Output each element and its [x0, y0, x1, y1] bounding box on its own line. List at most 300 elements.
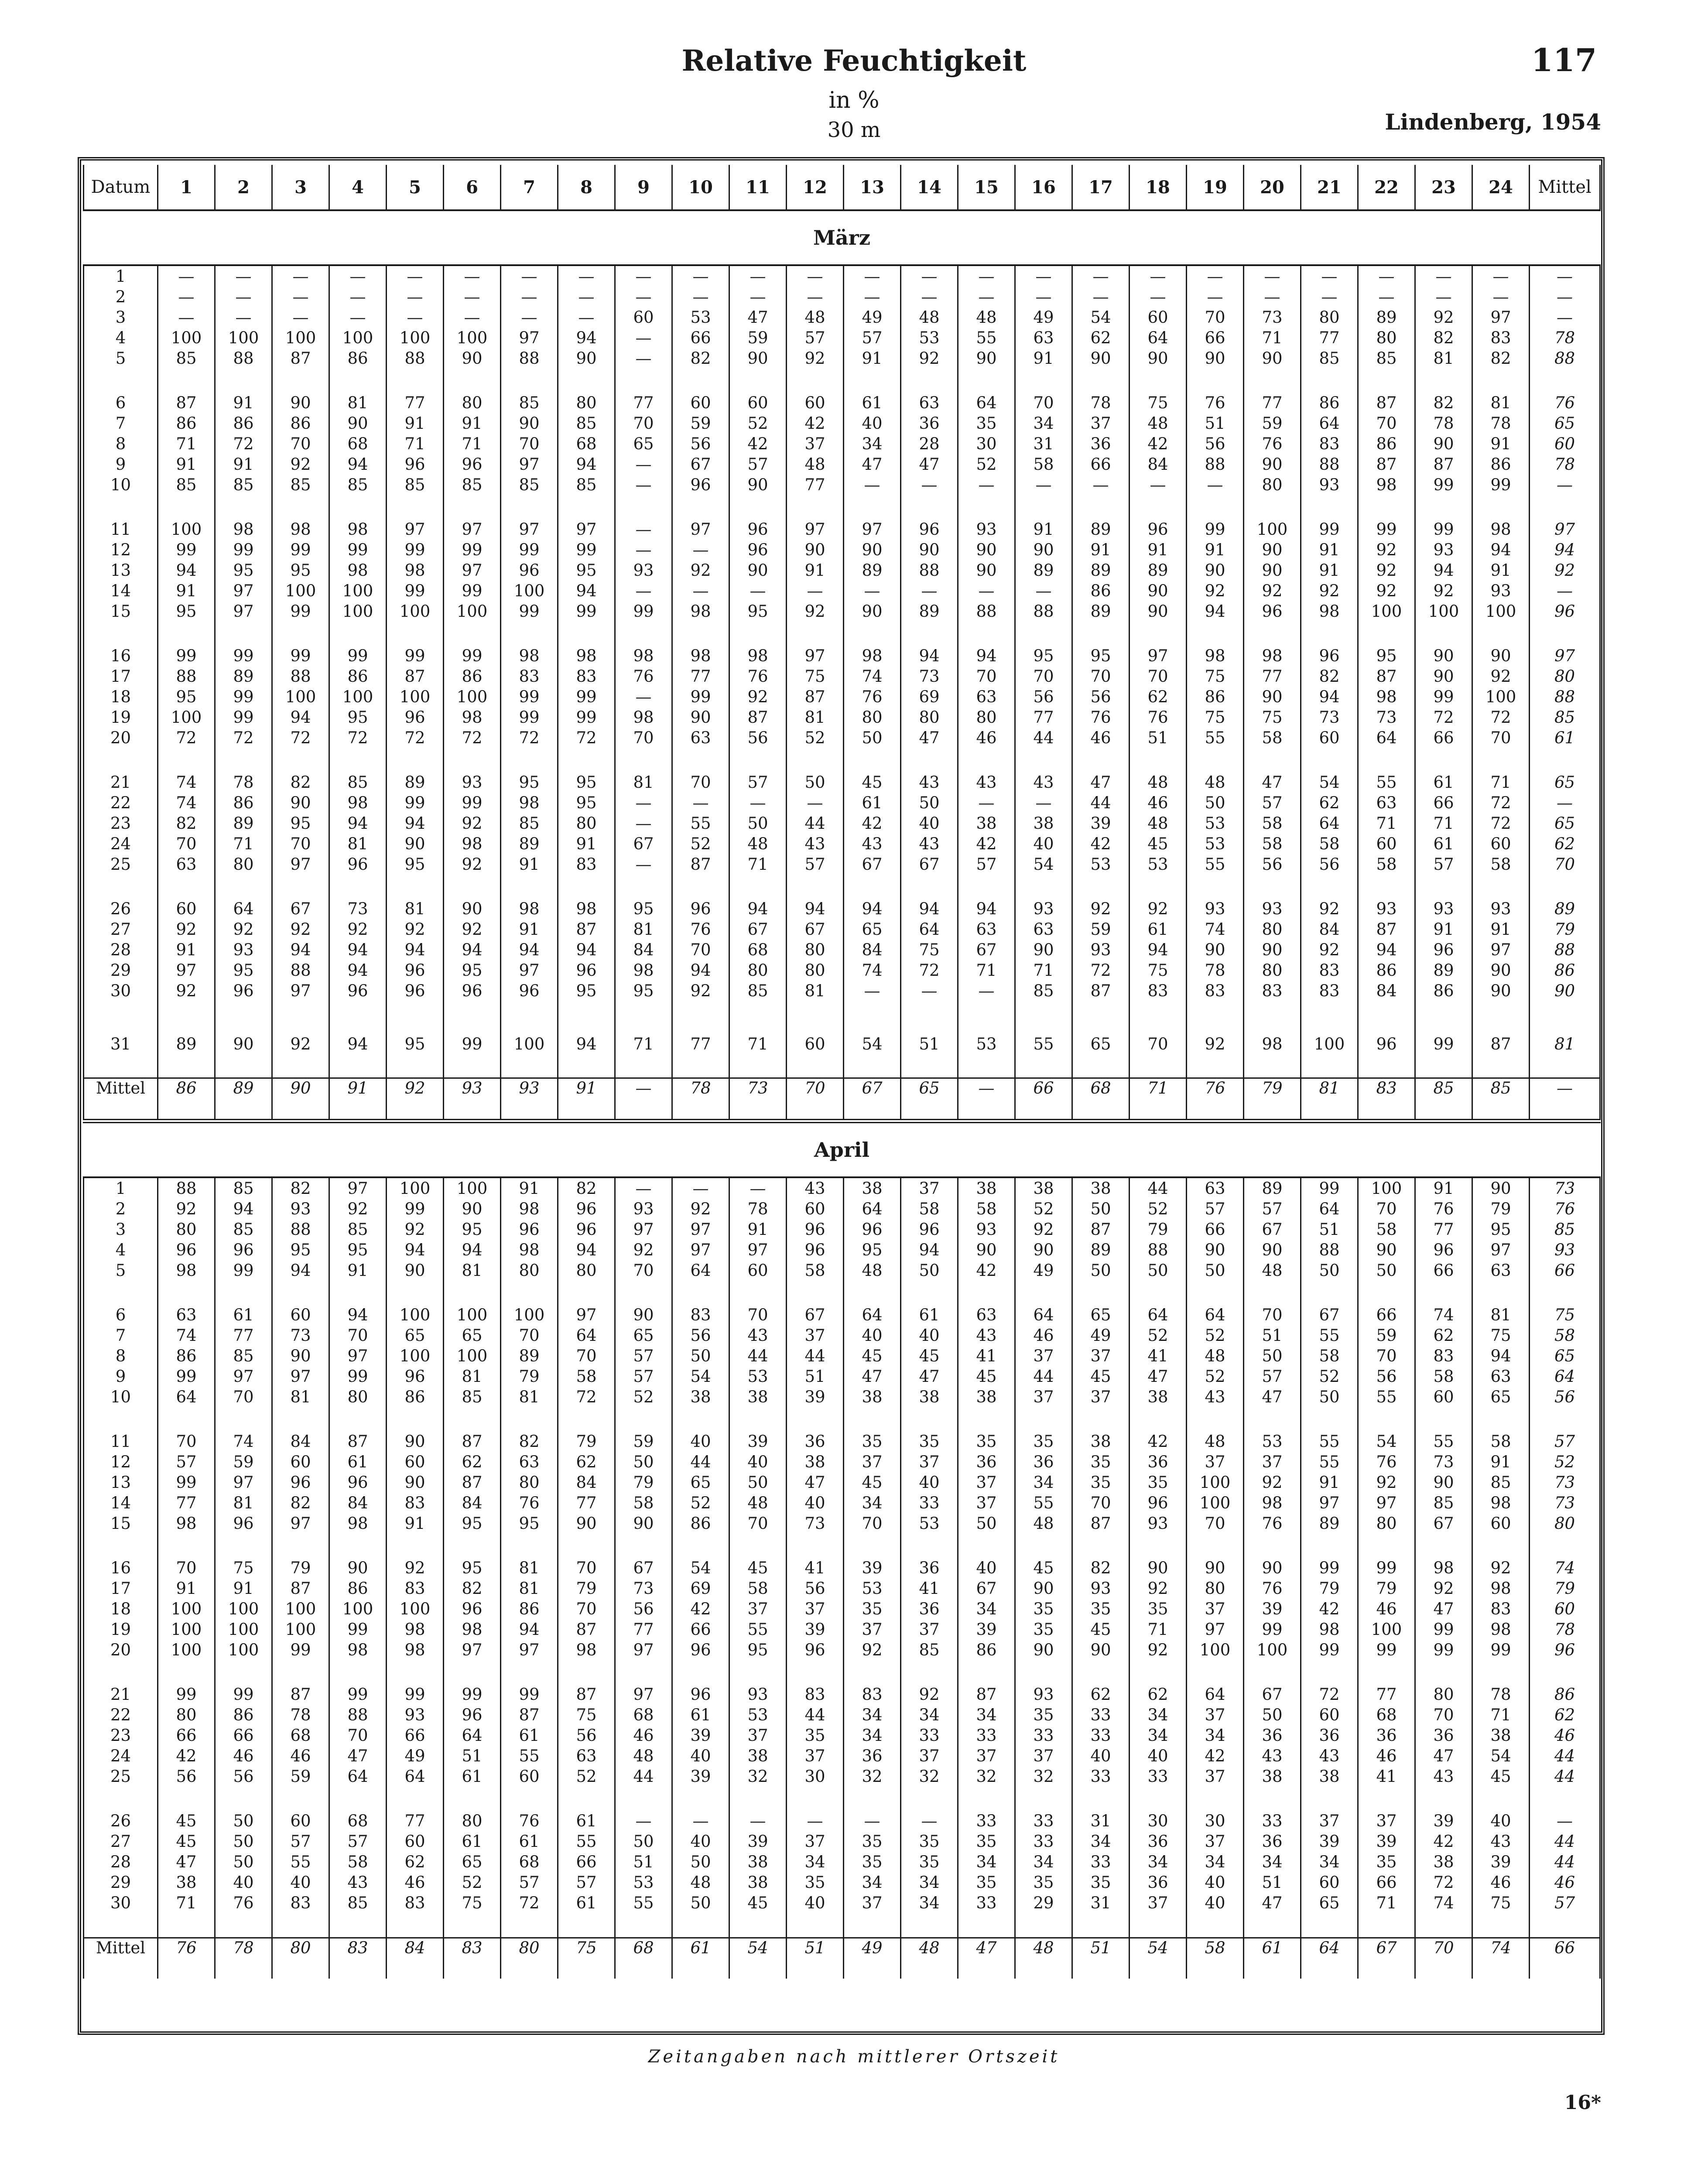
mean-value: 73 [729, 1078, 787, 1121]
humidity-value: 64 [976, 393, 997, 412]
humidity-value: 72 [519, 728, 540, 747]
humidity-value: 88 [404, 349, 425, 368]
mean-value: 66 [1530, 1938, 1600, 1979]
humidity-value: 39 [690, 1767, 711, 1786]
hourly-cell [901, 1431, 958, 1558]
humidity-value: 89 [1554, 899, 1575, 918]
humidity-value: 98 [347, 561, 368, 580]
humidity-value: 95 [290, 814, 311, 833]
monthly-mean-row [84, 1938, 1600, 1979]
humidity-value: 94 [919, 646, 940, 665]
humidity-value: 90 [576, 1514, 597, 1533]
hourly-cell [501, 265, 558, 393]
humidity-value: 57 [633, 1367, 654, 1386]
humidity-value: 92 [1490, 667, 1511, 686]
humidity-value: 67 [976, 1579, 997, 1598]
humidity-value: 37 [919, 1179, 940, 1198]
humidity-value: 40 [690, 1747, 711, 1765]
humidity-value: 68 [347, 434, 368, 453]
humidity-value: 45 [747, 1559, 768, 1577]
humidity-value: 79 [576, 1432, 597, 1451]
humidity-value: 43 [804, 1179, 825, 1198]
humidity-value: 65 [1554, 414, 1575, 433]
humidity-value: 89 [519, 834, 540, 853]
humidity-value: 83 [1433, 1347, 1454, 1365]
humidity-value: — [1264, 267, 1280, 286]
humidity-value: 64 [233, 899, 254, 918]
humidity-value: 84 [462, 1494, 483, 1512]
mean-value: 47 [958, 1938, 1015, 1979]
hourly-cell [215, 519, 272, 646]
humidity-value: 96 [404, 981, 425, 1000]
humidity-value: 88 [347, 1706, 368, 1724]
hourly-cell [329, 265, 387, 393]
humidity-value: 100 [228, 328, 259, 347]
humidity-value: 67 [1319, 1306, 1340, 1324]
humidity-value: 60 [404, 1453, 425, 1471]
hourly-cell [672, 772, 729, 899]
hourly-cell [558, 1177, 615, 1305]
humidity-value: 85 [576, 414, 597, 433]
humidity-value: 90 [1490, 961, 1511, 980]
hourly-cell [387, 1305, 444, 1431]
humidity-value: 70 [862, 1514, 883, 1533]
day-number: 5 [115, 1261, 126, 1280]
hourly-cell [844, 1431, 901, 1558]
humidity-value: 90 [1490, 646, 1511, 665]
hourly-cell [158, 1558, 215, 1684]
humidity-value: 33 [976, 1726, 997, 1745]
humidity-value: 58 [1262, 814, 1283, 833]
humidity-value: 35 [862, 1600, 883, 1618]
humidity-value: 46 [290, 1747, 311, 1765]
humidity-value: 62 [462, 1453, 483, 1471]
humidity-value: 35 [862, 1853, 883, 1871]
humidity-value: 58 [1490, 855, 1511, 874]
humidity-value: 35 [1033, 1432, 1054, 1451]
humidity-value: 100 [171, 708, 202, 727]
humidity-value: 88 [1319, 455, 1340, 474]
humidity-value: 49 [862, 308, 883, 327]
humidity-value: — [635, 793, 652, 812]
station-year: Lindenberg, 1954 [1385, 109, 1601, 135]
humidity-value: 32 [862, 1767, 883, 1786]
humidity-value: 73 [347, 899, 368, 918]
humidity-value: 95 [462, 961, 483, 980]
humidity-value: 66 [690, 328, 711, 347]
humidity-value: 91 [176, 581, 197, 600]
humidity-value: — [407, 308, 423, 327]
humidity-value: 96 [1319, 646, 1340, 665]
hourly-cell [158, 519, 215, 646]
humidity-value: 85 [233, 1220, 254, 1239]
humidity-value: 89 [1033, 561, 1054, 580]
hourly-cell [1415, 772, 1472, 899]
humidity-value: 37 [919, 1453, 940, 1471]
humidity-value: 83 [519, 667, 540, 686]
humidity-value: 85 [176, 475, 197, 494]
humidity-value: 61 [519, 1832, 540, 1851]
humidity-value: 39 [1376, 1832, 1397, 1851]
humidity-value: 80 [576, 393, 597, 412]
humidity-value: — [978, 287, 995, 306]
humidity-value: 43 [862, 834, 883, 853]
mean-value: 86 [158, 1078, 215, 1121]
humidity-value: — [692, 581, 709, 600]
humidity-value: 58 [976, 1200, 997, 1218]
humidity-value: 92 [290, 1035, 311, 1053]
hourly-cell [1072, 646, 1130, 772]
humidity-value: 80 [576, 814, 597, 833]
daily-mean-cell [1530, 1025, 1600, 1078]
hourly-cell [444, 899, 501, 1025]
day-number: 22 [110, 793, 131, 812]
humidity-value: 82 [290, 1494, 311, 1512]
humidity-value: 46 [1554, 1873, 1575, 1892]
humidity-value: — [1435, 267, 1452, 286]
humidity-value: 99 [347, 1620, 368, 1639]
humidity-value: 90 [1433, 646, 1454, 665]
humidity-value: — [464, 267, 480, 286]
humidity-value: 34 [919, 1873, 940, 1892]
humidity-value: 92 [404, 1220, 425, 1239]
humidity-value: 53 [1262, 1432, 1283, 1451]
humidity-value: 38 [976, 1388, 997, 1406]
humidity-value: 96 [690, 1685, 711, 1704]
humidity-value: 94 [1205, 602, 1225, 621]
hourly-cell [729, 265, 787, 393]
humidity-value: 75 [1262, 708, 1283, 727]
day-numbers [84, 772, 158, 899]
humidity-value: 90 [1433, 434, 1454, 453]
humidity-value: 90 [1262, 455, 1283, 474]
humidity-value: 35 [1147, 1473, 1168, 1492]
humidity-value: 83 [1319, 981, 1340, 1000]
humidity-value: 85 [176, 349, 197, 368]
humidity-value: — [235, 287, 252, 306]
humidity-value: 100 [399, 1306, 431, 1324]
humidity-value: 98 [1262, 1035, 1283, 1053]
mean-value: — [1530, 1078, 1600, 1121]
humidity-value: 71 [1147, 1620, 1168, 1639]
hourly-cell [787, 1558, 844, 1684]
hourly-cell [387, 772, 444, 899]
humidity-value: 39 [1490, 1853, 1511, 1871]
humidity-value: 40 [976, 1559, 997, 1577]
humidity-value: — [921, 1812, 938, 1830]
day-number: 21 [110, 773, 131, 792]
humidity-value: 90 [1147, 581, 1168, 600]
humidity-value: 93 [1090, 940, 1111, 959]
humidity-value: 49 [1033, 1261, 1054, 1280]
humidity-value: 97 [233, 1367, 254, 1386]
humidity-value: 40 [1205, 1873, 1225, 1892]
day-number: 12 [110, 540, 131, 559]
humidity-value: 60 [1554, 1600, 1575, 1618]
humidity-value: 87 [1376, 455, 1397, 474]
humidity-value: 95 [747, 1641, 768, 1659]
humidity-value: 37 [1033, 1347, 1054, 1365]
humidity-value: 55 [1033, 1035, 1054, 1053]
hourly-cell [1472, 265, 1530, 393]
humidity-value: 90 [1147, 1559, 1168, 1577]
hourly-cell [901, 265, 958, 393]
humidity-value: — [1557, 287, 1573, 306]
humidity-value: 50 [1205, 793, 1225, 812]
hourly-cell [1187, 265, 1244, 393]
day-number: 4 [115, 328, 126, 347]
humidity-value: 94 [576, 1241, 597, 1259]
mean-value: 80 [272, 1938, 329, 1979]
humidity-value: 94 [919, 1241, 940, 1259]
humidity-value: 87 [290, 1685, 311, 1704]
humidity-value: 73 [1554, 1473, 1575, 1492]
humidity-value: 50 [1262, 1347, 1283, 1365]
humidity-value: 87 [1376, 393, 1397, 412]
humidity-value: 84 [862, 940, 883, 959]
humidity-value: 42 [1319, 1600, 1340, 1618]
humidity-value: 98 [1319, 1620, 1340, 1639]
hourly-cell [958, 265, 1015, 393]
humidity-value: 99 [519, 1685, 540, 1704]
humidity-value: 66 [690, 1620, 711, 1639]
column-header-mittel: Mittel [1530, 165, 1600, 210]
humidity-value: 100 [228, 1620, 259, 1639]
humidity-value: 47 [747, 308, 768, 327]
humidity-value: 80 [1554, 1514, 1575, 1533]
humidity-value: 33 [1090, 1726, 1111, 1745]
humidity-value: 98 [576, 646, 597, 665]
humidity-value: 91 [576, 834, 597, 853]
humidity-value: 70 [1205, 1514, 1225, 1533]
humidity-value: 94 [976, 899, 997, 918]
humidity-value: 62 [1090, 1685, 1111, 1704]
humidity-value: 91 [1033, 520, 1054, 539]
humidity-value: 80 [1262, 961, 1283, 980]
humidity-value: 95 [747, 602, 768, 621]
humidity-value: 78 [233, 773, 254, 792]
humidity-value: 57 [1433, 855, 1454, 874]
humidity-value: 77 [1319, 328, 1340, 347]
humidity-value: 97 [233, 581, 254, 600]
humidity-value: — [1035, 287, 1052, 306]
humidity-value: — [1492, 287, 1509, 306]
humidity-value: 92 [1376, 581, 1397, 600]
humidity-value: 85 [1490, 1473, 1511, 1492]
humidity-value: — [1035, 581, 1052, 600]
humidity-value: 68 [290, 1726, 311, 1745]
hourly-cell [329, 1811, 387, 1938]
humidity-value: 90 [1433, 1473, 1454, 1492]
hourly-cell [1244, 772, 1301, 899]
humidity-value: 98 [347, 520, 368, 539]
hourly-cell [958, 393, 1015, 519]
humidity-value: 34 [804, 1853, 825, 1871]
hourly-cell [901, 1684, 958, 1811]
humidity-value: 67 [747, 920, 768, 939]
humidity-value: 67 [976, 940, 997, 959]
humidity-value: 54 [690, 1559, 711, 1577]
hourly-cell [729, 519, 787, 646]
hourly-cell [729, 1305, 787, 1431]
humidity-value: — [864, 475, 880, 494]
hourly-cell [844, 1558, 901, 1684]
humidity-value: 87 [1433, 455, 1454, 474]
humidity-value: 99 [290, 540, 311, 559]
hourly-cell [1472, 899, 1530, 1025]
humidity-value: 97 [1490, 940, 1511, 959]
humidity-value: 55 [976, 328, 997, 347]
humidity-value: 57 [290, 1832, 311, 1851]
humidity-value: 98 [176, 1261, 197, 1280]
humidity-value: 90 [1262, 1241, 1283, 1259]
humidity-value: 99 [176, 646, 197, 665]
hourly-cell [1130, 393, 1187, 519]
humidity-value: 62 [1090, 328, 1111, 347]
humidity-value: 79 [1490, 1200, 1511, 1218]
humidity-value: 29 [1033, 1894, 1054, 1912]
humidity-value: — [1150, 287, 1166, 306]
humidity-value: 34 [1205, 1726, 1225, 1745]
humidity-value: 96 [1147, 1494, 1168, 1512]
humidity-value: 37 [804, 1326, 825, 1345]
humidity-value: 90 [1262, 561, 1283, 580]
humidity-value: 42 [690, 1600, 711, 1618]
humidity-value: 80 [176, 1220, 197, 1239]
humidity-value: 100 [399, 1179, 431, 1198]
humidity-value: 87 [1490, 1035, 1511, 1053]
humidity-value: — [1321, 287, 1338, 306]
humidity-value: 81 [1490, 393, 1511, 412]
humidity-value: 33 [976, 1812, 997, 1830]
day-group-row [84, 646, 1600, 772]
humidity-value: 39 [862, 1559, 883, 1577]
humidity-value: — [1150, 475, 1166, 494]
humidity-value: 98 [1319, 602, 1340, 621]
day-number: 25 [110, 1767, 131, 1786]
hourly-cell [501, 1811, 558, 1938]
humidity-value: 96 [919, 520, 940, 539]
mean-value: 89 [215, 1078, 272, 1121]
humidity-value: 35 [1090, 1453, 1111, 1471]
humidity-value: 60 [290, 1453, 311, 1471]
humidity-value: — [1264, 287, 1280, 306]
humidity-value: 96 [1554, 602, 1575, 621]
humidity-value: 90 [404, 1473, 425, 1492]
humidity-value: 76 [233, 1894, 254, 1912]
humidity-value: 85 [347, 773, 368, 792]
humidity-value: 43 [1433, 1767, 1454, 1786]
humidity-value: 59 [233, 1453, 254, 1471]
humidity-value: 99 [1433, 687, 1454, 706]
column-header-hour: 2 [215, 165, 272, 210]
humidity-value: 100 [1371, 602, 1402, 621]
humidity-value: 60 [1554, 434, 1575, 453]
humidity-value: 93 [633, 561, 654, 580]
humidity-value: — [578, 308, 595, 327]
humidity-value: 85 [462, 475, 483, 494]
humidity-value: 92 [1090, 899, 1111, 918]
humidity-value: 92 [1262, 1473, 1283, 1492]
humidity-value: 55 [690, 814, 711, 833]
header-row [84, 165, 1600, 210]
humidity-value: 92 [919, 349, 940, 368]
mean-value: 58 [1187, 1938, 1244, 1979]
humidity-value: 86 [1376, 434, 1397, 453]
humidity-value: 85 [290, 475, 311, 494]
humidity-value: 69 [690, 1579, 711, 1598]
column-header-hour: 11 [729, 165, 787, 210]
humidity-value: 86 [347, 667, 368, 686]
hourly-cell [1244, 1558, 1301, 1684]
hourly-cell [501, 1305, 558, 1431]
humidity-value: — [349, 308, 366, 327]
humidity-value: 42 [176, 1747, 197, 1765]
humidity-value: 76 [1554, 393, 1575, 412]
humidity-value: 58 [1033, 455, 1054, 474]
hourly-cell [444, 646, 501, 772]
humidity-value: 100 [399, 328, 431, 347]
humidity-value: 38 [747, 1873, 768, 1892]
humidity-value: 50 [633, 1832, 654, 1851]
hourly-cell [1015, 393, 1072, 519]
humidity-value: 39 [690, 1726, 711, 1745]
humidity-value: 31 [1090, 1894, 1111, 1912]
humidity-value: 45 [1490, 1767, 1511, 1786]
humidity-value: 90 [233, 1035, 254, 1053]
humidity-value: 94 [576, 1035, 597, 1053]
humidity-value: 47 [1262, 1388, 1283, 1406]
humidity-value: 70 [347, 1726, 368, 1745]
day-group-row [84, 899, 1600, 1025]
humidity-value: 70 [576, 1559, 597, 1577]
humidity-value: 92 [1033, 1220, 1054, 1239]
humidity-value: 76 [862, 687, 883, 706]
humidity-value: 90 [1262, 687, 1283, 706]
humidity-value: 37 [1033, 1747, 1054, 1765]
humidity-value: — [750, 287, 766, 306]
column-header-hour: 23 [1415, 165, 1472, 210]
humidity-value: 99 [347, 1367, 368, 1386]
humidity-value: — [978, 581, 995, 600]
humidity-value: 34 [1147, 1853, 1168, 1871]
humidity-value: 42 [1090, 834, 1111, 853]
hourly-cell [1244, 1177, 1301, 1305]
humidity-value: 99 [1433, 1035, 1454, 1053]
mean-value: 92 [387, 1078, 444, 1121]
day-number: 10 [110, 475, 131, 494]
humidity-value: 85 [519, 475, 540, 494]
day-number: 10 [110, 1388, 131, 1406]
humidity-value: 60 [747, 1261, 768, 1280]
humidity-value: 68 [347, 1812, 368, 1830]
humidity-value: 99 [690, 687, 711, 706]
humidity-value: 37 [1319, 1812, 1340, 1830]
humidity-value: 70 [1090, 1494, 1111, 1512]
humidity-value: 92 [690, 1200, 711, 1218]
humidity-value: 85 [347, 1220, 368, 1239]
humidity-value: 52 [690, 834, 711, 853]
hourly-cell [1072, 519, 1130, 646]
hourly-cell [1187, 1305, 1244, 1431]
humidity-value: 34 [1147, 1726, 1168, 1745]
humidity-value: 79 [1376, 1579, 1397, 1598]
humidity-value: 98 [347, 1514, 368, 1533]
humidity-value: 100 [1428, 602, 1459, 621]
humidity-value: 60 [747, 393, 768, 412]
humidity-value: 86 [462, 667, 483, 686]
humidity-value: 37 [919, 1620, 940, 1639]
